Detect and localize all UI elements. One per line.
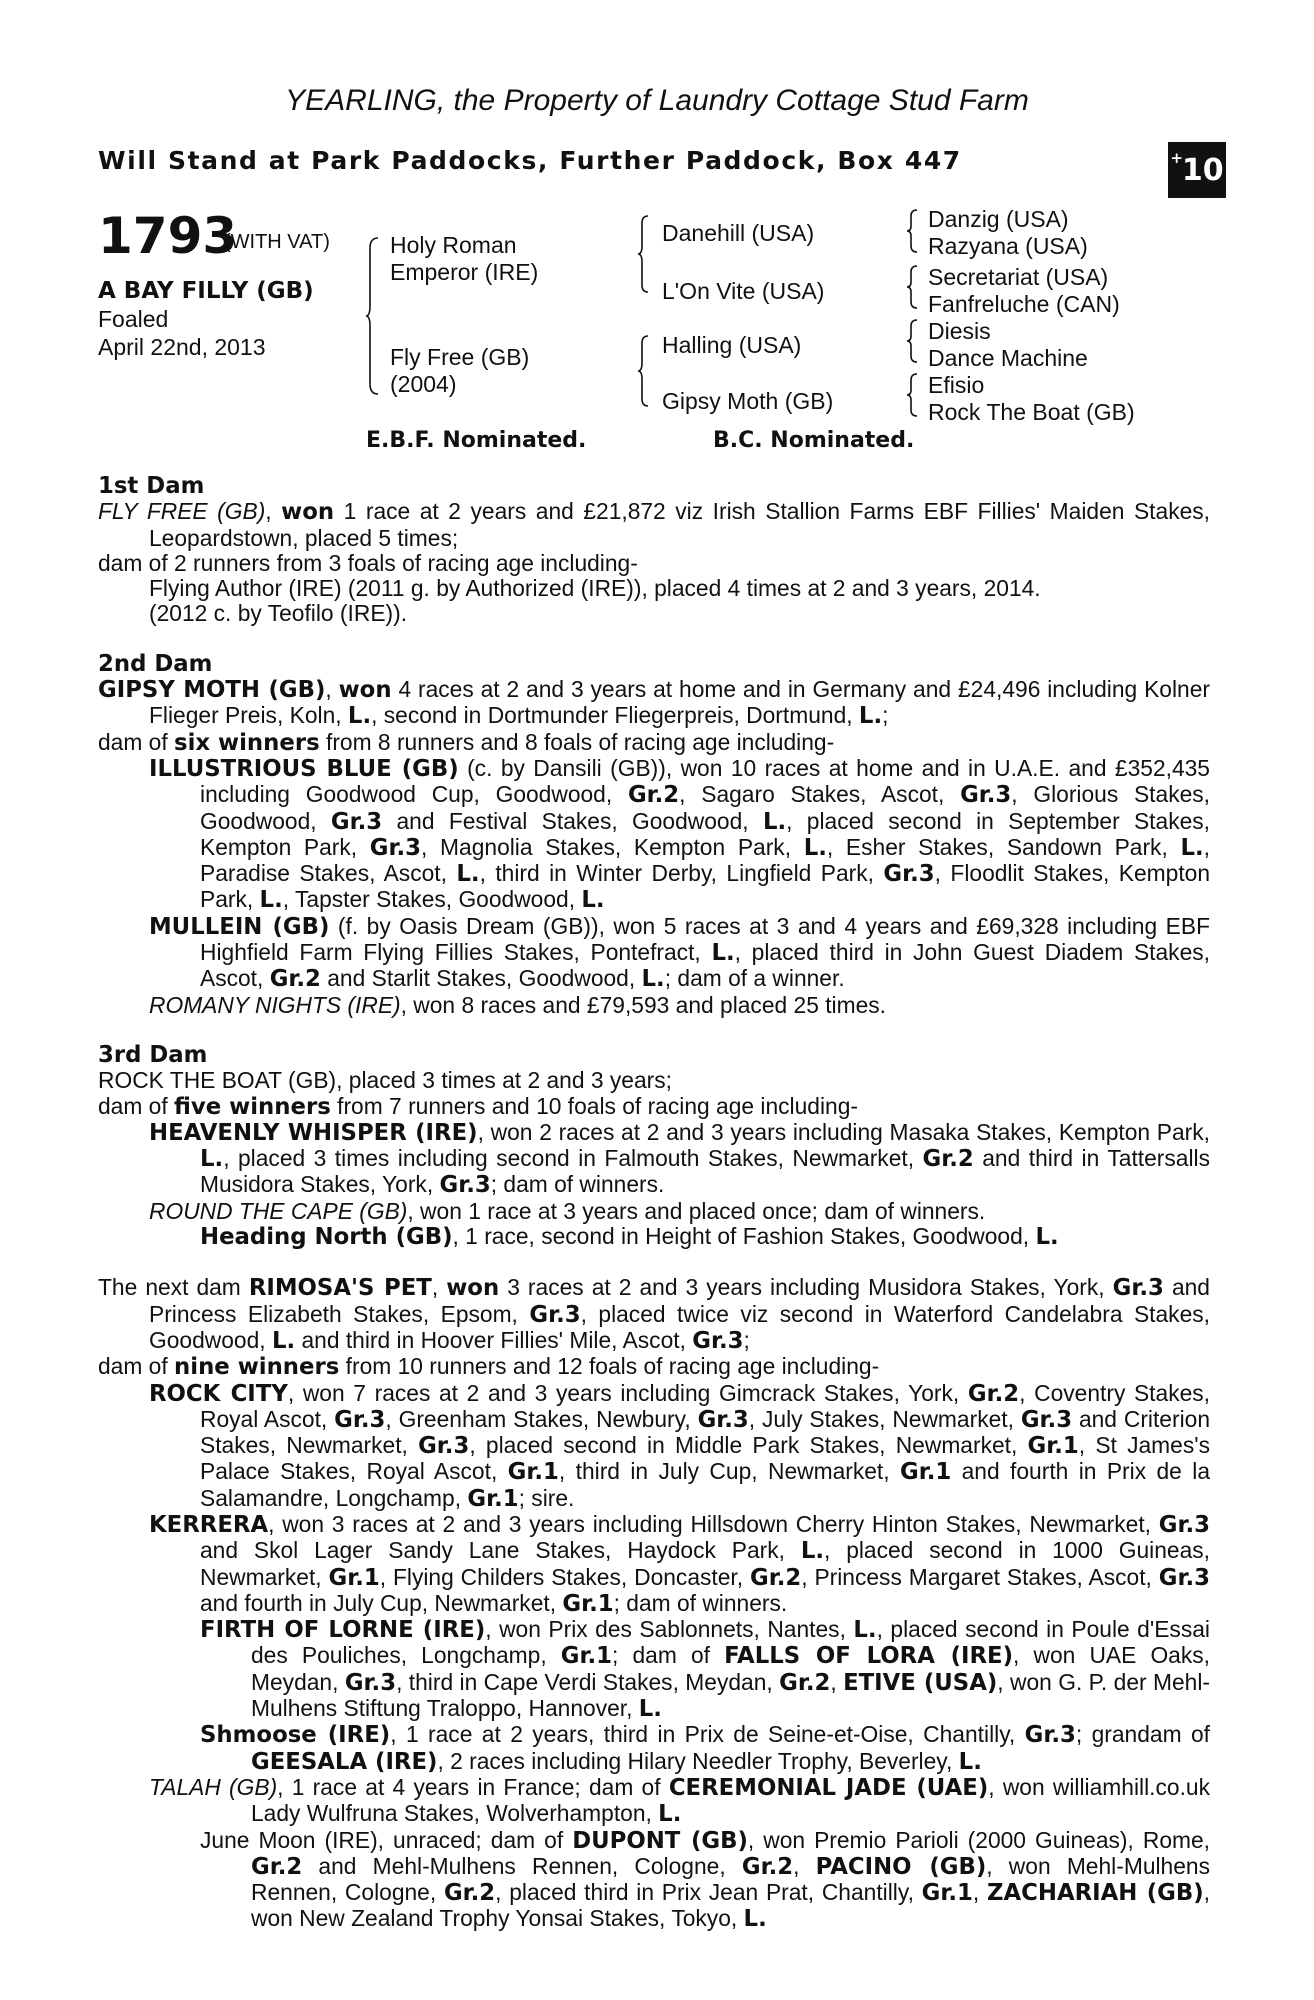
lot-description: A BAY FILLY (GB) bbox=[98, 278, 314, 304]
next-dam-record: The next dam RIMOSA'S PET, won 3 races at 2 and 3 years including Musidora Stakes, York, Gr.3 and Princess Elizabeth Stakes, Epsom, Gr.3, placed twice viz second in Waterford Candelabra Stakes, Goodwood, L. and third in Hoover Fillies' Mile, Ascot, Gr.3; bbox=[98, 1274, 1210, 1354]
dam-line-1: Fly Free (GB) bbox=[390, 344, 530, 370]
lot-number: 1793 bbox=[98, 207, 238, 265]
pedigree-bracket-g3-3 bbox=[907, 318, 919, 364]
stand-location: Will Stand at Park Paddocks, Further Paddock, Box 447 bbox=[98, 146, 962, 175]
pedigree-dam bbox=[390, 344, 529, 398]
pedigree-g3-7: Efisio bbox=[928, 372, 985, 398]
sire-line-2: Emperor (IRE) bbox=[390, 259, 539, 285]
first-dam-foal-2: (2012 c. by Teofilo (IRE)). bbox=[149, 600, 408, 627]
rock-city-entry: ROCK CITY, won 7 races at 2 and 3 years including Gimcrack Stakes, York, Gr.2, Coventry Stakes, Royal Ascot, Gr.3, Greenham Stakes, Newbury, Gr.3, July Stakes, Newmarket, Gr.3 and Criterion Stakes, Newmarket, Gr.3, placed second in Middle Park Stakes, Newmarket, Gr.1, St James's Palace Stakes, Royal Ascot, Gr.1, third in July Cup, Newmarket, Gr.1 and fourth in Prix de la Salamandre, Longchamp, Gr.1; sire. bbox=[149, 1379, 1211, 1512]
illustrious-blue-entry: ILLUSTRIOUS BLUE (GB) (c. by Dansili (GB)), won 10 races at home and in U.A.E. and £352,435 including Goodwood Cup, Goodwood, Gr.2, Sagaro Stakes, Ascot, Gr.3, Glorious Stakes, Goodwood, Gr.3 and Festival Stakes, Goodwood, L., placed second in September Stakes, Kempton Park, Gr.3, Magnolia Stakes, Kempton Park, L., Esher Stakes, Sandown Park, L., Paradise Stakes, Ascot, L., third in Winter Derby, Lingfield Park, Gr.3, Floodlit Stakes, Kempton Park, L., Tapster Stakes, Goodwood, L. bbox=[149, 754, 1211, 914]
sire-line-1: Holy Roman bbox=[390, 232, 517, 258]
ebf-nominated: E.B.F. Nominated. bbox=[366, 428, 587, 453]
heading-north-entry: Heading North (GB), 1 race, second in Height of Fashion Stakes, Goodwood, L. bbox=[200, 1223, 1059, 1251]
pedigree-sire-sire: Danehill (USA) bbox=[662, 220, 815, 246]
pedigree-g3-3: Secretariat (USA) bbox=[928, 264, 1109, 290]
talah-entry: TALAH (GB), 1 race at 4 years in France; dam of CEREMONIAL JADE (UAE), won williamhill.co.uk Lady Wulfruna Stakes, Wolverhampton, L. bbox=[149, 1773, 1210, 1828]
pedigree-g3-6: Dance Machine bbox=[928, 345, 1088, 371]
page-header-title: YEARLING, the Property of Laundry Cottage Stud Farm bbox=[285, 84, 1029, 117]
june-moon-entry: June Moon (IRE), unraced; dam of DUPONT (GB), won Premio Parioli (2000 Guineas), Rome, Gr.2 and Mehl-Mulhens Rennen, Cologne, Gr.2, PACINO (GB), won Mehl-Mulhens Rennen, Cologne, Gr.2, placed third in Prix Jean Prat, Chantilly, Gr.1, ZACHARIAH (GB), won New Zealand Trophy Yonsai Stakes, Tokyo, L. bbox=[200, 1826, 1211, 1933]
second-dam-produce: dam of six winners from 8 runners and 8 foals of racing age including- bbox=[98, 728, 835, 756]
pedigree-g3-2: Razyana (USA) bbox=[928, 233, 1088, 259]
pedigree-bracket-sire bbox=[638, 214, 650, 294]
pedigree-bracket-g3-2 bbox=[907, 264, 919, 310]
first-dam-record: FLY FREE (GB), won 1 race at 2 years and £21,872 viz Irish Stallion Farms EBF Fillies' Maiden Stakes, Leopardstown, placed 5 times; bbox=[98, 498, 1211, 551]
pedigree-g3-5: Diesis bbox=[928, 318, 991, 344]
romany-nights-entry: ROMANY NIGHTS (IRE), won 8 races and £79,593 and placed 25 times. bbox=[149, 991, 887, 1018]
third-dam-record: ROCK THE BOAT (GB), placed 3 times at 2 and 3 years; bbox=[98, 1067, 672, 1094]
vat-label: (WITH VAT) bbox=[224, 231, 330, 253]
round-the-cape-entry: ROUND THE CAPE (GB), won 1 race at 3 years and placed once; dam of winners. bbox=[149, 1197, 986, 1224]
badge-number: 10 bbox=[1181, 152, 1224, 188]
pedigree-bracket-main bbox=[366, 236, 380, 396]
pedigree-sire-dam: L'On Vite (USA) bbox=[662, 278, 825, 304]
shmoose-entry: Shmoose (IRE), 1 race at 2 years, third in Prix de Seine-et-Oise, Chantilly, Gr.3; grandam of GEESALA (IRE), 2 races including Hilary Needler Trophy, Beverley, L. bbox=[200, 1721, 1210, 1775]
first-dam-produce: dam of 2 runners from 3 foals of racing age including- bbox=[98, 549, 638, 576]
pedigree-bracket-g3-4 bbox=[907, 372, 919, 418]
catalogue-body bbox=[98, 474, 1210, 1933]
pedigree-g3-4: Fanfreluche (CAN) bbox=[928, 291, 1120, 317]
dam-line-2: (2004) bbox=[390, 371, 457, 397]
third-dam-heading: 3rd Dam bbox=[98, 1041, 208, 1068]
pedigree-dam-dam: Gipsy Moth (GB) bbox=[662, 388, 834, 414]
third-dam-produce: dam of five winners from 7 runners and 10 foals of racing age including- bbox=[98, 1092, 858, 1120]
lot-badge bbox=[1168, 142, 1226, 198]
bc-nominated: B.C. Nominated. bbox=[713, 428, 915, 453]
pedigree-g3-8: Rock The Boat (GB) bbox=[928, 399, 1135, 425]
pedigree-g3-1: Danzig (USA) bbox=[928, 206, 1069, 232]
foaled-label: Foaled bbox=[98, 306, 169, 332]
badge-plus: + bbox=[1170, 149, 1183, 167]
second-dam-heading: 2nd Dam bbox=[98, 650, 213, 677]
firth-of-lorne-entry: FIRTH OF LORNE (IRE), won Prix des Sablonnets, Nantes, L., placed second in Poule d'Essai des Pouliches, Longchamp, Gr.1; dam of FALLS OF LORA (IRE), won UAE Oaks, Meydan, Gr.3, third in Cape Verdi Stakes, Meydan, Gr.2, ETIVE (USA), won G. P. der Mehl-Mulhens Stiftung Traloppo, Hannover, L. bbox=[200, 1616, 1210, 1723]
kerrera-entry: KERRERA, won 3 races at 2 and 3 years including Hillsdown Cherry Hinton Stakes, Newmarket, Gr.3 and Skol Lager Sandy Lane Stakes, Haydock Park, L., placed second in 1000 Guineas, Newmarket, Gr.1, Flying Childers Stakes, Doncaster, Gr.2, Princess Margaret Stakes, Ascot, Gr.3 and fourth in July Cup, Newmarket, Gr.1; dam of winners. bbox=[149, 1510, 1210, 1617]
heavenly-whisper-entry: HEAVENLY WHISPER (IRE), won 2 races at 2 and 3 years including Masaka Stakes, Kempton Park, L., placed 3 times including second in Falmouth Stakes, Newmarket, Gr.2 and third in Tattersalls Musidora Stakes, York, Gr.3; dam of winners. bbox=[149, 1118, 1210, 1199]
foaled-date: April 22nd, 2013 bbox=[98, 334, 266, 360]
second-dam-record: GIPSY MOTH (GB), won 4 races at 2 and 3 years at home and in Germany and £24,496 including Kolner Flieger Preis, Koln, L., second in Dortmunder Fliegerpreis, Dortmund, L.; bbox=[98, 676, 1210, 730]
pedigree-bracket-g3-1 bbox=[907, 208, 919, 254]
pedigree-dam-sire: Halling (USA) bbox=[662, 332, 802, 358]
next-dam-produce: dam of nine winners from 10 runners and 12 foals of racing age including- bbox=[98, 1353, 880, 1381]
first-dam-heading: 1st Dam bbox=[98, 473, 205, 499]
first-dam-foal-1: Flying Author (IRE) (2011 g. by Authorized (IRE)), placed 4 times at 2 and 3 years, 2014. bbox=[149, 575, 1041, 602]
pedigree-sire bbox=[390, 232, 538, 286]
mullein-entry: MULLEIN (GB) (f. by Oasis Dream (GB)), won 5 races at 3 and 4 years and £69,328 including EBF Highfield Farm Flying Fillies Stakes, Pontefract, L., placed third in John Guest Diadem Stakes, Ascot, Gr.2 and Starlit Stakes, Goodwood, L.; dam of a winner. bbox=[149, 912, 1210, 993]
pedigree-bracket-dam bbox=[638, 334, 650, 408]
